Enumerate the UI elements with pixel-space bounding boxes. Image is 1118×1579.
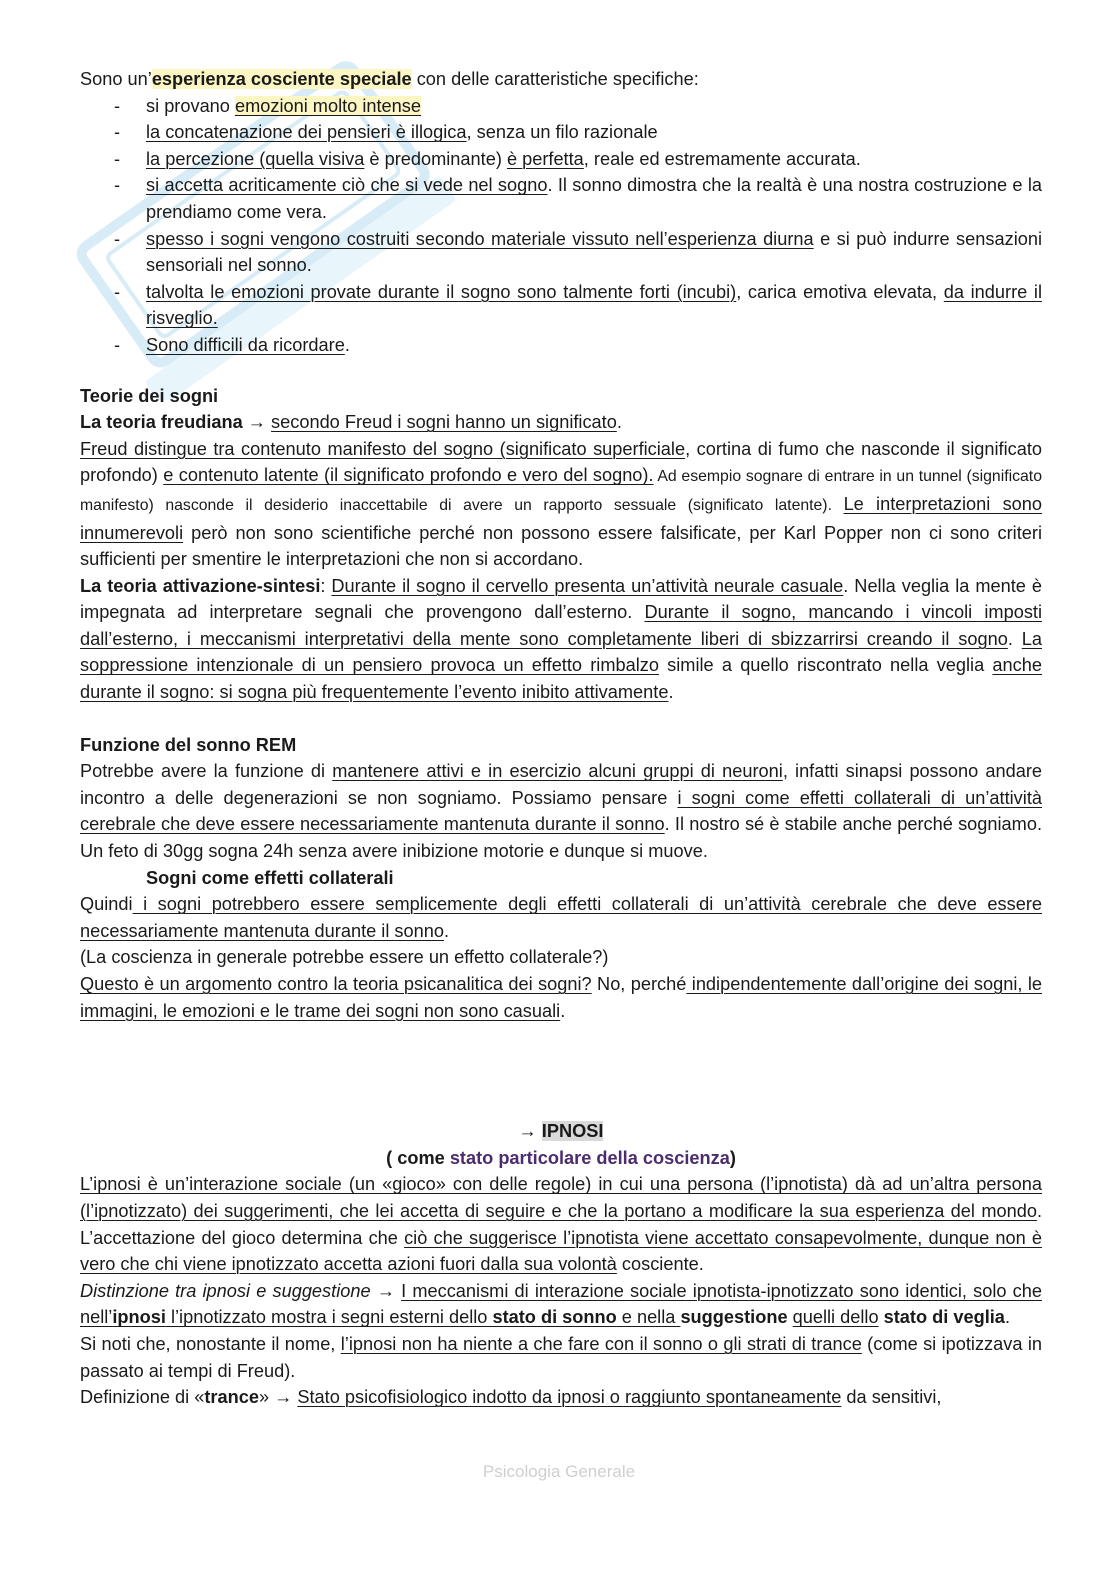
effetti-paragraph: Quindi i sogni potrebbero essere semplicemente degli effetti collaterali di un’attività cerebrale che deve essere necessariamente mantenuta durante il sonno. <box>80 894 1042 941</box>
document-page <box>80 66 1042 1411</box>
freud-paragraph: Freud distingue tra contenuto manifesto del sogno (significato superficiale, cortina di fumo che nasconde il significato profondo) e contenuto latente (il significato profondo e vero del sogno). Ad esempio sognare di entrare in un tunnel (significato manifesto) nasconde il desiderio inaccettabile di avere un rapporto sessuale (significato latente). Le interpretazioni sono innumerevoli però non sono scientifiche perché non possono essere falsificate, per Karl Popper non ci sono criteri sufficienti per smentire le interpretazioni che non si accordano. <box>80 438 1043 570</box>
list-item: - talvolta le emozioni provate durante il sogno sono talmente forti (incubi), carica emotiva elevata, da indurre il risveglio. <box>114 281 1042 329</box>
coscienza-question: (La coscienza in generale potrebbe essere un effetto collaterale?) <box>80 947 609 968</box>
argomento-paragraph: Questo è un argomento contro la teoria psicanalitica dei sogni? No, perché indipendentemente dall’origine dei sogni, le immagini, le emozioni e le trame dei sogni non sono casuali. <box>80 974 1042 1021</box>
section-heading-teorie: Teorie dei sogni <box>80 385 219 406</box>
page-footer: Psicologia Generale <box>482 1462 636 1481</box>
nome-paragraph: Si noti che, nonostante il nome, l’ipnosi non ha niente a che fare con il sonno o gli strati di trance (come si ipotizzava in passato ai tempi di Freud). <box>80 1333 1042 1381</box>
list-item: - Sono difficili da ricordare. <box>114 334 350 355</box>
list-item: - si provano emozioni molto intense <box>114 95 421 116</box>
list-item: - si accetta acriticamente ciò che si vede nel sogno. Il sonno dimostra che la realtà è una nostra costruzione e la prendiamo come vera. <box>114 175 1043 222</box>
section-heading-rem: Funzione del sonno REM <box>80 734 297 755</box>
sub-heading-effetti: Sogni come effetti collaterali <box>146 867 394 888</box>
freud-line: La teoria freudiana → secondo Freud i sogni hanno un significato. <box>80 412 622 433</box>
ipnosi-title: → IPNOSI <box>518 1121 604 1142</box>
rem-paragraph: Potrebbe avere la funzione di mantenere attivi e in esercizio alcuni gruppi di neuroni, infatti sinapsi possono andare incontro a delle degenerazioni se non sogniamo. Possiamo pensare i sogni come effetti collaterali di un’attività cerebrale che deve essere necessariamente mantenuta durante il sonno. Il nostro sé è stabile anche perché sogniamo. Un feto di 30gg sogna 24h senza avere inibizione motorie e dunque si muove. <box>80 761 1042 862</box>
trance-paragraph: Definizione di «trance» → Stato psicofisiologico indotto da ipnosi o raggiunto spontaneamente da sensitivi, <box>80 1387 942 1408</box>
attivazione-paragraph: La teoria attivazione-sintesi: Durante il sogno il cervello presenta un’attività neurale casuale. Nella veglia la mente è impegnata ad interpretare segnali che provengono dall’esterno. Durante il sogno, mancando i vincoli imposti dall’esterno, i meccanismi interpretativi della mente sono completamente liberi di sbizzarrirsi creando il sogno. La soppressione intenzionale di un pensiero provoca un effetto rimbalzo simile a quello riscontrato nella veglia anche durante il sogno: si sogna più frequentemente l’evento inibito attivamente. <box>80 575 1043 703</box>
list-item: - la percezione (quella visiva è predominante) è perfetta, reale ed estremamente accurata. <box>114 148 861 169</box>
list-item: - spesso i sogni vengono costruiti secondo materiale vissuto nell’esperienza diurna e si può indurre sensazioni sensoriali nel sonno. <box>114 228 1042 276</box>
characteristics-list <box>80 93 1042 359</box>
list-item: - la concatenazione dei pensieri è illogica, senza un filo razionale <box>114 122 658 143</box>
distinzione-paragraph: Distinzione tra ipnosi e suggestione → I meccanismi di interazione sociale ipnotista-ipnotizzato sono identici, solo che nell’ipnosi l’ipnotizzato mostra i segni esterni dello stato di sonno e nella suggestione quelli dello stato di veglia. <box>80 1280 1043 1328</box>
ipnosi-subtitle: ( come stato particolare della coscienza) <box>386 1147 736 1168</box>
arrow-right-icon: → <box>518 1121 542 1142</box>
intro-paragraph: Sono un’esperienza cosciente speciale con delle caratteristiche specifiche: <box>80 69 699 89</box>
ipnosi-paragraph: L’ipnosi è un’interazione sociale (un «gioco» con delle regole) in cui una persona (l’ipnotista) dà ad un’altra persona (l’ipnotizzato) dei suggerimenti, che lei accetta di seguire e che la portano a modificare la sua esperienza del mondo. L’accettazione del gioco determina che ciò che suggerisce l’ipnotista viene accettato consapevolmente, dunque non è vero che chi viene ipnotizzato accetta azioni fuori dalla sua volontà cosciente. <box>80 1174 1042 1275</box>
